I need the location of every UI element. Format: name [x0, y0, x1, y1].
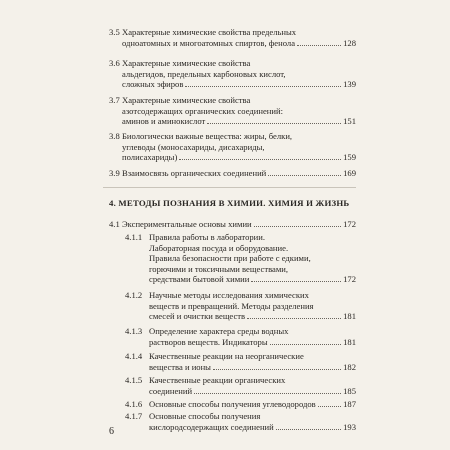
- toc-entry-number: 3.8: [109, 131, 120, 141]
- toc-entry-text: смесей и очистки веществ: [149, 311, 246, 322]
- toc-entry-text: Экспериментальные основы химии: [122, 219, 252, 229]
- toc-entry-text: альдегидов, предельных карбоновых кислот,: [122, 68, 286, 79]
- toc-entry-number: 4.1.2: [125, 290, 143, 300]
- toc-entry-number: 4.1.3: [125, 326, 143, 336]
- toc-entry-number: 4.1.7: [125, 411, 143, 421]
- toc-page-number: 128: [343, 37, 356, 48]
- toc-entry-text: одноатомных и многоатомных спиртов, фенола: [122, 37, 296, 48]
- toc-entry-number: 4.1.4: [125, 351, 143, 361]
- toc-entry-number: 4.1.5: [125, 375, 143, 385]
- toc-entry-number: 3.9: [109, 168, 120, 178]
- toc-entry-text: Качественные реакции органических: [149, 375, 286, 385]
- toc-entry-text: соединений: [149, 385, 193, 396]
- toc-page-number: 187: [343, 399, 356, 409]
- toc-page-number: 193: [343, 421, 356, 432]
- toc-entry-text: Основные способы получения: [149, 411, 261, 421]
- section-heading: 4. МЕТОДЫ ПОЗНАНИЯ В ХИМИИ. ХИМИЯ И ЖИЗНЬ: [109, 198, 350, 208]
- toc-entry-text: Определение характера среды водных: [149, 326, 289, 336]
- toc-entry-text: Характерные химические свойства: [122, 58, 251, 68]
- toc-page-number: 182: [343, 361, 356, 372]
- toc-entry-number: 4.1: [109, 219, 120, 229]
- toc-entry-text: Качественные реакции на неорганические: [149, 351, 304, 361]
- toc-entry-text: Основные способы получения углеводородов: [149, 399, 316, 409]
- toc-entry-number: 4.1.6: [125, 399, 143, 409]
- toc-entry-text: Правила работы в лаборатории.: [149, 232, 266, 242]
- toc-page-number: 159: [343, 152, 356, 163]
- toc-entry-text: вещества и ионы: [149, 361, 211, 372]
- toc-entry-text: горючими и токсичными веществами,: [149, 263, 289, 274]
- toc-entry-number: 3.5: [109, 27, 120, 37]
- toc-page-number: 172: [343, 274, 356, 285]
- toc-entry-text: Характерные химические свойства предельных: [122, 27, 297, 37]
- toc-page-number: 172: [343, 219, 356, 229]
- toc-page-number: 151: [343, 116, 356, 127]
- toc-entry-text: растворов веществ. Индикаторы: [149, 336, 268, 347]
- toc-entry-text: Правила безопасности при работе с едкими,: [149, 253, 311, 264]
- toc-entry-number: 4.1.1: [125, 232, 143, 242]
- toc-entry-text: Характерные химические свойства: [122, 95, 251, 105]
- toc-page-number: 181: [343, 336, 356, 347]
- toc-entry-text: веществ и превращений. Методы разделения: [149, 300, 314, 311]
- toc-entry-text: Биологически важные вещества: жиры, белки,: [122, 131, 293, 141]
- page-number: 6: [109, 426, 114, 437]
- toc-entry-text: Научные методы исследования химических: [149, 290, 309, 300]
- toc-page-number: 139: [343, 79, 356, 90]
- toc-entry-text: аминов и аминокислот: [122, 116, 206, 127]
- toc-entry-text: Лабораторная посуда и оборудование.: [149, 242, 289, 253]
- toc-entry-text: азотсодержащих органических соединений:: [122, 105, 283, 116]
- section-divider: [103, 187, 356, 188]
- toc-page-number: 181: [343, 311, 356, 322]
- toc-entry-text: углеводы (моносахариды, дисахариды,: [122, 141, 265, 152]
- toc-page-number: 169: [343, 168, 356, 178]
- toc-entry-number: 3.7: [109, 95, 120, 105]
- toc-entry-number: 3.6: [109, 58, 120, 68]
- toc-page-number: 185: [343, 385, 356, 396]
- toc-entry-text: сложных эфиров: [122, 79, 184, 90]
- toc-entry-text: полисахариды): [122, 152, 178, 163]
- toc-entry-text: кислородсодержащих соединений: [149, 421, 274, 432]
- toc-entry-text: средствами бытовой химии: [149, 274, 250, 285]
- toc-entry-text: Взаимосвязь органических соединений: [122, 168, 267, 178]
